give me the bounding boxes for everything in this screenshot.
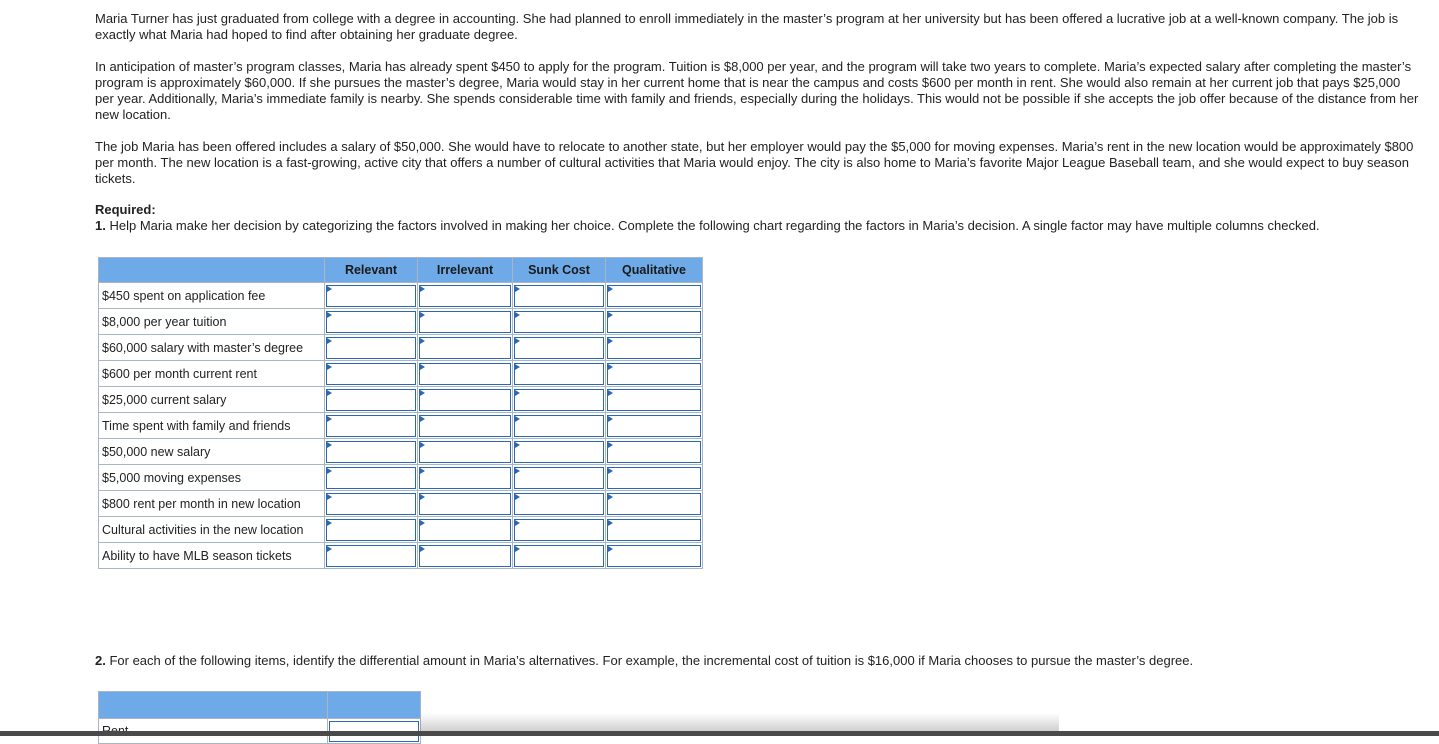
differential-header-amount xyxy=(328,692,421,719)
cell-marker-icon xyxy=(608,390,613,396)
factor-row xyxy=(99,491,703,517)
requirement-1 xyxy=(95,218,1420,234)
cell-marker-icon xyxy=(608,468,613,474)
factor-cell xyxy=(325,387,418,413)
differential-header xyxy=(99,692,421,719)
cell-marker-icon xyxy=(515,338,520,344)
factor-row xyxy=(99,465,703,491)
factor-cell xyxy=(513,465,606,491)
factor-cell xyxy=(606,283,703,309)
sunk-cost-checkbox-input[interactable] xyxy=(514,285,604,307)
problem-text xyxy=(95,11,1420,234)
factor-row xyxy=(99,543,703,569)
differential-header-blank xyxy=(99,692,328,719)
factor-row xyxy=(99,283,703,309)
column-relevant: Relevant xyxy=(325,258,418,283)
qualitative-checkbox-input[interactable] xyxy=(607,337,701,359)
cell-marker-icon xyxy=(420,442,425,448)
sunk-cost-checkbox-input[interactable] xyxy=(514,519,604,541)
factor-cell xyxy=(513,439,606,465)
factor-chart-header xyxy=(99,258,703,283)
factor-cell xyxy=(513,335,606,361)
factor-cell xyxy=(325,283,418,309)
relevant-checkbox-input[interactable] xyxy=(326,285,416,307)
irrelevant-checkbox-input[interactable] xyxy=(419,363,511,385)
relevant-checkbox-input[interactable] xyxy=(326,415,416,437)
factor-row xyxy=(99,387,703,413)
cell-marker-icon xyxy=(327,286,332,292)
cell-marker-icon xyxy=(515,468,520,474)
cell-marker-icon xyxy=(327,364,332,370)
factor-cell xyxy=(418,309,513,335)
cell-marker-icon xyxy=(327,390,332,396)
cell-marker-icon xyxy=(327,468,332,474)
factor-cell xyxy=(418,413,513,439)
cell-marker-icon xyxy=(420,390,425,396)
factor-label: $25,000 current salary xyxy=(99,387,325,413)
column-irrelevant: Irrelevant xyxy=(418,258,513,283)
relevant-checkbox-input[interactable] xyxy=(326,493,416,515)
factor-cell xyxy=(606,439,703,465)
cell-marker-icon xyxy=(327,494,332,500)
cell-marker-icon xyxy=(327,312,332,318)
cell-marker-icon xyxy=(608,338,613,344)
irrelevant-checkbox-input[interactable] xyxy=(419,441,511,463)
factor-cell xyxy=(606,543,703,569)
factor-cell xyxy=(606,413,703,439)
factor-cell xyxy=(418,439,513,465)
factor-row xyxy=(99,335,703,361)
cell-marker-icon xyxy=(420,546,425,552)
cell-marker-icon xyxy=(515,286,520,292)
factor-cell xyxy=(325,465,418,491)
cell-marker-icon xyxy=(327,520,332,526)
factor-label: Cultural activities in the new location xyxy=(99,517,325,543)
sunk-cost-checkbox-input[interactable] xyxy=(514,389,604,411)
cell-marker-icon xyxy=(327,416,332,422)
factor-cell xyxy=(325,361,418,387)
sunk-cost-checkbox-input[interactable] xyxy=(514,311,604,333)
qualitative-checkbox-input[interactable] xyxy=(607,545,701,567)
irrelevant-checkbox-input[interactable] xyxy=(419,285,511,307)
factor-cell xyxy=(606,387,703,413)
factor-label: $50,000 new salary xyxy=(99,439,325,465)
cell-marker-icon xyxy=(515,494,520,500)
question-2 xyxy=(95,653,1193,668)
factor-label: Time spent with family and friends xyxy=(99,413,325,439)
factor-cell xyxy=(325,335,418,361)
factor-cell xyxy=(513,491,606,517)
cell-marker-icon xyxy=(608,416,613,422)
cell-marker-icon xyxy=(608,520,613,526)
factor-cell xyxy=(418,335,513,361)
qualitative-checkbox-input[interactable] xyxy=(607,467,701,489)
cell-marker-icon xyxy=(420,338,425,344)
factor-cell xyxy=(513,387,606,413)
relevant-checkbox-input[interactable] xyxy=(326,441,416,463)
factor-cell xyxy=(418,491,513,517)
sunk-cost-checkbox-input[interactable] xyxy=(514,363,604,385)
problem-paragraph-1: Maria Turner has just graduated from college with a degree in accounting. She had planned to enroll immediately in the master’s program at her university but has been offered a lucrative job at a well-known company. The job is exactly what Maria had hoped to find after obtaining her graduate degree. xyxy=(95,11,1399,42)
sunk-cost-checkbox-input[interactable] xyxy=(514,441,604,463)
cell-marker-icon xyxy=(515,520,520,526)
factor-label: $800 rent per month in new location xyxy=(99,491,325,517)
factor-cell xyxy=(513,413,606,439)
qualitative-checkbox-input[interactable] xyxy=(607,519,701,541)
irrelevant-checkbox-input[interactable] xyxy=(419,389,511,411)
cell-marker-icon xyxy=(420,286,425,292)
factor-cell xyxy=(606,361,703,387)
factor-chart xyxy=(98,257,703,569)
differential-table xyxy=(98,691,421,744)
irrelevant-checkbox-input[interactable] xyxy=(419,337,511,359)
factor-cell xyxy=(418,465,513,491)
irrelevant-checkbox-input[interactable] xyxy=(419,415,511,437)
question-2-number: 2. xyxy=(95,653,106,668)
required-heading: Required: xyxy=(95,202,156,217)
bottom-shadow xyxy=(420,713,1059,731)
cell-marker-icon xyxy=(515,546,520,552)
requirement-1-number: 1. xyxy=(95,218,106,233)
cell-marker-icon xyxy=(420,494,425,500)
factor-cell xyxy=(418,361,513,387)
factor-cell xyxy=(325,517,418,543)
factor-cell xyxy=(606,309,703,335)
relevant-checkbox-input[interactable] xyxy=(326,519,416,541)
requirement-1-text: Help Maria make her decision by categorizing the factors involved in making her choice. Complete the following chart regarding the factors in Maria’s decision. A single factor may have multiple columns checked. xyxy=(109,218,1320,233)
bottom-edge xyxy=(0,731,1439,736)
cell-marker-icon xyxy=(420,364,425,370)
irrelevant-checkbox-input[interactable] xyxy=(419,467,511,489)
problem-paragraph-2: In anticipation of master’s program classes, Maria has already spent $450 to apply for the program. Tuition is $8,000 per year, and the program will take two years to complete. Maria’s expected salary after completing the master’s program is approximately $60,000. If she pursues the master’s degree, Maria would stay in her current home that is near the campus and costs $600 per month in rent. She would also remain at her current job that pays $25,000 per year. Additionally, Maria’s immediate family is nearby. She spends considerable time with family and friends, especially during the holidays. This would not be possible if she accepts the job offer because of the distance from her new location. xyxy=(95,59,1419,122)
factor-row xyxy=(99,517,703,543)
factor-cell xyxy=(418,387,513,413)
relevant-checkbox-input[interactable] xyxy=(326,363,416,385)
cell-marker-icon xyxy=(515,364,520,370)
factor-cell xyxy=(418,543,513,569)
sunk-cost-checkbox-input[interactable] xyxy=(514,545,604,567)
factor-label: Ability to have MLB season tickets xyxy=(99,543,325,569)
qualitative-checkbox-input[interactable] xyxy=(607,493,701,515)
relevant-checkbox-input[interactable] xyxy=(326,389,416,411)
cell-marker-icon xyxy=(608,364,613,370)
column-qualitative: Qualitative xyxy=(606,258,703,283)
factor-row xyxy=(99,413,703,439)
factor-label: $8,000 per year tuition xyxy=(99,309,325,335)
factor-cell xyxy=(606,491,703,517)
cell-marker-icon xyxy=(420,520,425,526)
problem-paragraph-3: The job Maria has been offered includes a salary of $50,000. She would have to relocate to another state, but her employer would pay the $5,000 for moving expenses. Maria’s rent in the new location would be approximately $800 per month. The new location is a fast-growing, active city that offers a number of cultural activities that Maria would enjoy. The city is also home to Maria’s favorite Major League Baseball team, and she would expect to buy season tickets. xyxy=(95,139,1414,186)
cell-marker-icon xyxy=(515,312,520,318)
qualitative-checkbox-input[interactable] xyxy=(607,311,701,333)
relevant-checkbox-input[interactable] xyxy=(326,311,416,333)
qualitative-checkbox-input[interactable] xyxy=(607,285,701,307)
cell-marker-icon xyxy=(420,416,425,422)
header-blank xyxy=(99,258,325,283)
factor-cell xyxy=(606,465,703,491)
factor-row xyxy=(99,309,703,335)
sunk-cost-checkbox-input[interactable] xyxy=(514,337,604,359)
sunk-cost-checkbox-input[interactable] xyxy=(514,467,604,489)
sunk-cost-checkbox-input[interactable] xyxy=(514,415,604,437)
sunk-cost-checkbox-input[interactable] xyxy=(514,493,604,515)
factor-row xyxy=(99,439,703,465)
factor-cell xyxy=(513,283,606,309)
factor-cell xyxy=(325,309,418,335)
relevant-checkbox-input[interactable] xyxy=(326,545,416,567)
factor-cell xyxy=(606,335,703,361)
factor-cell xyxy=(513,517,606,543)
factor-cell xyxy=(325,491,418,517)
column-sunk-cost: Sunk Cost xyxy=(513,258,606,283)
irrelevant-checkbox-input[interactable] xyxy=(419,311,511,333)
factor-cell xyxy=(606,517,703,543)
factor-cell xyxy=(513,361,606,387)
factor-cell xyxy=(513,543,606,569)
cell-marker-icon xyxy=(515,390,520,396)
factor-label: $60,000 salary with master’s degree xyxy=(99,335,325,361)
cell-marker-icon xyxy=(327,338,332,344)
factor-cell xyxy=(418,517,513,543)
qualitative-checkbox-input[interactable] xyxy=(607,441,701,463)
qualitative-checkbox-input[interactable] xyxy=(607,415,701,437)
cell-marker-icon xyxy=(420,312,425,318)
irrelevant-checkbox-input[interactable] xyxy=(419,493,511,515)
qualitative-checkbox-input[interactable] xyxy=(607,389,701,411)
irrelevant-checkbox-input[interactable] xyxy=(419,545,511,567)
factor-cell xyxy=(325,543,418,569)
factor-label: $5,000 moving expenses xyxy=(99,465,325,491)
relevant-checkbox-input[interactable] xyxy=(326,337,416,359)
factor-cell xyxy=(325,413,418,439)
factor-cell xyxy=(325,439,418,465)
relevant-checkbox-input[interactable] xyxy=(326,467,416,489)
cell-marker-icon xyxy=(608,546,613,552)
factor-cell xyxy=(418,283,513,309)
cell-marker-icon xyxy=(327,546,332,552)
question-2-text: For each of the following items, identify the differential amount in Maria’s alternatives. For example, the incremental cost of tuition is $16,000 if Maria chooses to pursue the master’s degree. xyxy=(109,653,1194,668)
factor-label: $600 per month current rent xyxy=(99,361,325,387)
qualitative-checkbox-input[interactable] xyxy=(607,363,701,385)
cell-marker-icon xyxy=(608,312,613,318)
factor-cell xyxy=(513,309,606,335)
cell-marker-icon xyxy=(515,442,520,448)
cell-marker-icon xyxy=(515,416,520,422)
cell-marker-icon xyxy=(327,442,332,448)
factor-label: $450 spent on application fee xyxy=(99,283,325,309)
cell-marker-icon xyxy=(608,494,613,500)
cell-marker-icon xyxy=(608,286,613,292)
cell-marker-icon xyxy=(608,442,613,448)
factor-row xyxy=(99,361,703,387)
cell-marker-icon xyxy=(420,468,425,474)
irrelevant-checkbox-input[interactable] xyxy=(419,519,511,541)
